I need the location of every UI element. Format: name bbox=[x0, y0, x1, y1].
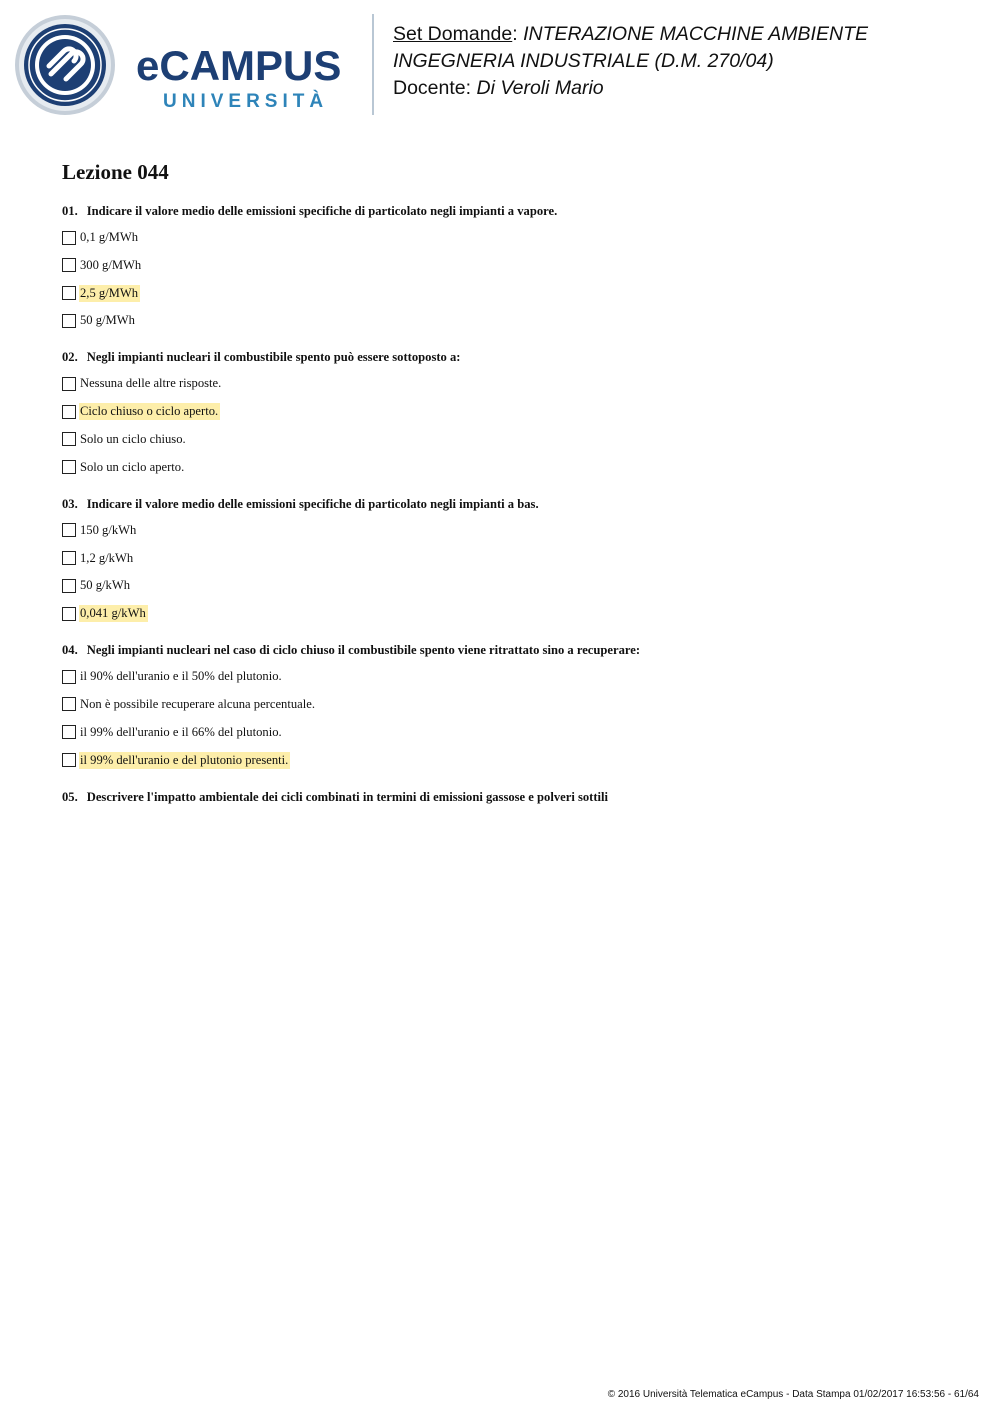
answer-option bbox=[62, 285, 962, 302]
docente-name: Di Veroli Mario bbox=[476, 77, 604, 99]
docente-label: Docente: bbox=[393, 77, 472, 99]
answer-checkbox[interactable] bbox=[62, 607, 76, 621]
answer-option bbox=[62, 403, 962, 420]
question-1 bbox=[62, 203, 962, 329]
course-title-line2: INGEGNERIA INDUSTRIALE (D.M. 270/04) bbox=[393, 50, 774, 72]
answer-option bbox=[62, 459, 962, 476]
question-number: 05. bbox=[62, 789, 78, 804]
course-title-line1: INTERAZIONE MACCHINE AMBIENTE bbox=[523, 23, 868, 45]
header-info bbox=[393, 21, 993, 102]
answer-text: 50 g/MWh bbox=[80, 313, 135, 328]
set-label: Set Domande bbox=[393, 23, 513, 45]
answer-checkbox[interactable] bbox=[62, 286, 76, 300]
question-body: Indicare il valore medio delle emissioni specifiche di particolato negli impianti a vapore. bbox=[86, 204, 558, 218]
question-text bbox=[62, 789, 962, 805]
question-body: Negli impianti nucleari il combustibile spento può essere sottoposto a: bbox=[86, 350, 461, 365]
answer-checkbox[interactable] bbox=[62, 753, 76, 767]
answer-checkbox[interactable] bbox=[62, 725, 76, 739]
logo-subtitle: UNIVERSITÀ bbox=[163, 91, 329, 112]
header-divider bbox=[372, 14, 374, 115]
question-3 bbox=[62, 496, 962, 622]
question-number: 01. bbox=[62, 204, 78, 218]
answer-checkbox[interactable] bbox=[62, 551, 76, 565]
answer-option bbox=[62, 668, 962, 685]
answer-option bbox=[62, 605, 962, 622]
answer-option bbox=[62, 752, 962, 769]
page-header bbox=[0, 0, 1000, 130]
answer-text: Non è possibile recuperare alcuna percentuale. bbox=[80, 696, 315, 711]
question-4 bbox=[62, 642, 962, 768]
answer-checkbox[interactable] bbox=[62, 258, 76, 272]
question-text bbox=[62, 203, 962, 219]
answer-option bbox=[62, 696, 962, 713]
lesson-title: Lezione 044 bbox=[62, 160, 169, 184]
answer-text: Solo un ciclo chiuso. bbox=[80, 431, 186, 446]
answer-text: 1,2 g/kWh bbox=[80, 550, 134, 565]
answer-option bbox=[62, 550, 962, 567]
question-number: 02. bbox=[62, 350, 78, 365]
question-body: Negli impianti nucleari nel caso di ciclo chiuso il combustibile spento viene ritrattato sino a recuperare: bbox=[86, 643, 641, 658]
answer-checkbox[interactable] bbox=[62, 314, 76, 328]
question-body: Descrivere l'impatto ambientale dei cicli combinati in termini di emissioni gassose e polveri sottili bbox=[86, 789, 609, 804]
answer-text: il 90% dell'uranio e il 50% del plutonio. bbox=[80, 669, 282, 684]
answer-option bbox=[62, 312, 962, 329]
answer-checkbox[interactable] bbox=[62, 697, 76, 711]
answer-option bbox=[62, 229, 962, 246]
answer-text: il 99% dell'uranio e il 66% del plutonio. bbox=[80, 724, 282, 739]
answer-option bbox=[62, 522, 962, 539]
answer-checkbox[interactable] bbox=[62, 432, 76, 446]
logo-wordmark: eCAMPUS bbox=[136, 42, 342, 89]
page-footer: © 2016 Università Telematica eCampus - Data Stampa 01/02/2017 16:53:56 - 61/64 bbox=[607, 1389, 979, 1400]
answer-checkbox[interactable] bbox=[62, 460, 76, 474]
answer-text-highlighted: il 99% dell'uranio e del plutonio presenti. bbox=[80, 752, 289, 767]
answer-checkbox[interactable] bbox=[62, 377, 76, 391]
answer-text-highlighted: 2,5 g/MWh bbox=[80, 285, 139, 300]
question-text bbox=[62, 496, 962, 512]
question-text bbox=[62, 349, 962, 365]
answer-option bbox=[62, 375, 962, 392]
question-number: 04. bbox=[62, 643, 78, 658]
answer-checkbox[interactable] bbox=[62, 523, 76, 537]
answer-text-highlighted: Ciclo chiuso o ciclo aperto. bbox=[80, 404, 219, 419]
answer-option bbox=[62, 431, 962, 448]
answer-checkbox[interactable] bbox=[62, 231, 76, 245]
docente-line bbox=[393, 75, 993, 102]
question-list bbox=[62, 203, 962, 825]
answer-text: 300 g/MWh bbox=[80, 257, 142, 272]
answer-text: 50 g/kWh bbox=[80, 578, 131, 593]
answer-text: Nessuna delle altre risposte. bbox=[80, 376, 222, 391]
answer-checkbox[interactable] bbox=[62, 579, 76, 593]
question-2 bbox=[62, 349, 962, 475]
answer-text: 0,1 g/MWh bbox=[80, 230, 139, 244]
answer-text-highlighted: 0,041 g/kWh bbox=[80, 606, 146, 621]
ecampus-logo bbox=[14, 14, 359, 116]
question-text bbox=[62, 642, 962, 658]
answer-text: Solo un ciclo aperto. bbox=[80, 459, 185, 474]
question-number: 03. bbox=[62, 496, 78, 511]
set-line bbox=[393, 21, 993, 48]
question-body: Indicare il valore medio delle emissioni specifiche di particolato negli impianti a bas. bbox=[86, 496, 539, 511]
question-5 bbox=[62, 789, 962, 805]
answer-text: 150 g/kWh bbox=[80, 522, 137, 537]
answer-option bbox=[62, 724, 962, 741]
answer-option bbox=[62, 577, 962, 594]
set-separator: : bbox=[512, 23, 518, 45]
answer-option bbox=[62, 257, 962, 274]
answer-checkbox[interactable] bbox=[62, 670, 76, 684]
ecampus-seal-icon bbox=[14, 14, 116, 116]
answer-checkbox[interactable] bbox=[62, 405, 76, 419]
